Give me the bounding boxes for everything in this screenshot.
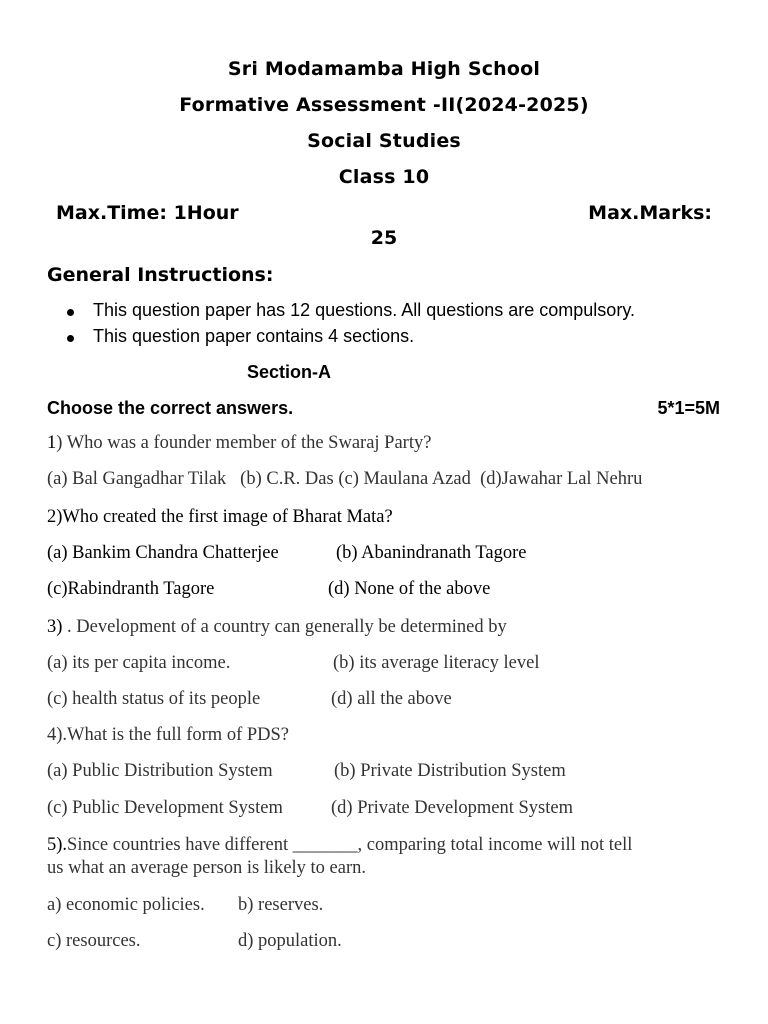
max-marks-label: Max.Marks: (588, 202, 712, 224)
question-4: 4).What is the full form of PDS? (47, 725, 289, 745)
question-text: . Development of a country can generally be determined by (62, 617, 507, 637)
option-c: (c) Public Development System (47, 798, 283, 818)
bullet-icon (67, 335, 74, 342)
section-marks: 5*1=5M (657, 398, 720, 418)
option-b: (b) Abanindranath Tagore (336, 543, 527, 563)
subject-title: Social Studies (307, 130, 461, 152)
question-number: 1 (47, 433, 57, 453)
school-name: Sri Modamamba High School (227, 58, 541, 80)
option-b: (b) its average literacy level (333, 653, 540, 673)
question-2: 2)Who created the first image of Bharat Mata? (47, 507, 393, 527)
option-d: (d) all the above (331, 689, 452, 709)
assessment-title: Formative Assessment -II(2024-2025) (179, 94, 589, 116)
option-d: (d) Private Development System (331, 798, 573, 818)
question-3 (47, 617, 507, 638)
general-instructions-title: General Instructions: (47, 264, 274, 286)
instruction-item: This question paper has 12 questions. All questions are compulsory. (47, 300, 635, 326)
question-number: 5). (47, 835, 68, 855)
section-directive: Choose the correct answers. (47, 398, 294, 418)
option-a: (a) its per capita income. (47, 653, 231, 673)
option-a: a) economic policies. (47, 895, 205, 915)
option-b: (b) Private Distribution System (334, 761, 566, 781)
option-d: (d) None of the above (328, 579, 491, 599)
question-number: 3) (47, 617, 63, 637)
class-title: Class 10 (338, 166, 430, 188)
question-text: ) Who was a founder member of the Swaraj Party? (56, 433, 432, 453)
max-marks-value: 25 (370, 227, 398, 249)
question-1 (47, 433, 431, 454)
question-1-options: (a) Bal Gangadhar Tilak (b) C.R. Das (c) Maulana Azad (d)Jawahar Lal Nehru (47, 469, 643, 489)
option-c: (c)Rabindranth Tagore (47, 579, 215, 599)
question-text: Since countries have different _______, comparing total income will not tell (67, 835, 633, 855)
time-marks-row (56, 202, 712, 224)
bullet-icon (67, 309, 74, 316)
option-a: (a) Bankim Chandra Chatterjee (47, 543, 279, 563)
instructions-list (47, 300, 635, 352)
question-5 (47, 835, 632, 856)
option-d: d) population. (238, 931, 342, 951)
max-time: Max.Time: 1Hour (56, 202, 239, 224)
option-a: (a) Public Distribution System (47, 761, 273, 781)
option-b: b) reserves. (238, 895, 324, 915)
option-c: c) resources. (47, 931, 141, 951)
section-directive-row (47, 398, 720, 419)
section-a-title: Section-A (247, 362, 332, 382)
option-c: (c) health status of its people (47, 689, 261, 709)
question-5-continued: us what an average person is likely to earn. (47, 858, 367, 878)
instruction-item: This question paper contains 4 sections. (47, 326, 635, 352)
